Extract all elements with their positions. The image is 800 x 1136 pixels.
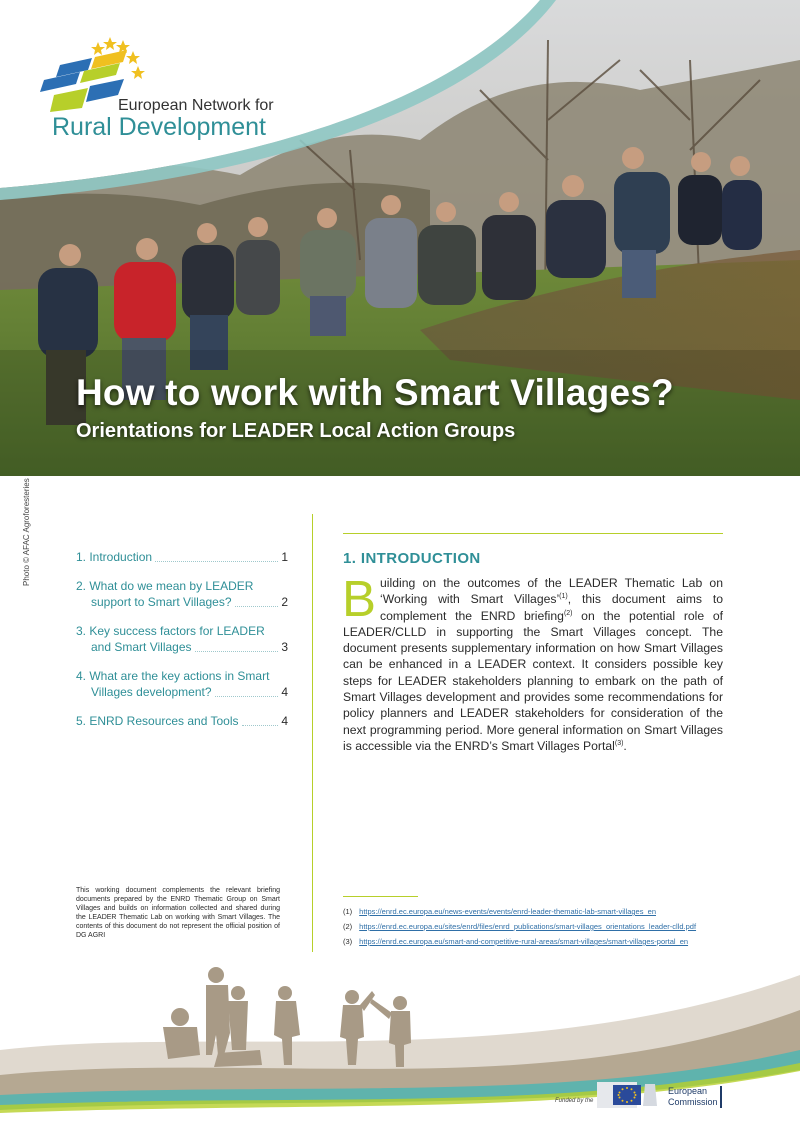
drop-cap: B [342,570,377,627]
photo-credit: Photo © AFAC Agroforesteries [22,478,31,586]
toc-leader-dots [242,725,279,726]
ec-logo-bar [720,1086,722,1108]
toc-leader-dots [195,651,279,652]
funded-by-label: Funded by the [555,1098,594,1104]
toc-label: 4. What are the key actions in Smart [76,669,270,683]
toc-leader-dots [155,561,278,562]
footnote-ref-1[interactable]: (1) [559,593,568,601]
toc-leader-dots [235,606,279,607]
toc-label-continued: support to Smart Villages? [91,595,232,609]
table-of-contents [76,549,288,742]
footnote-item: (3) https://enrd.ec.europa.eu/smart-and-competitive-rural-areas/smart-villages/smart-villages-portal_en [343,937,689,946]
toc-page-number: 2 [281,595,288,609]
footnote-link[interactable]: https://enrd.ec.europa.eu/smart-and-competitive-rural-areas/smart-villages/smart-villages-portal_en [359,937,689,946]
footnote-link[interactable]: https://enrd.ec.europa.eu/news-events/events/enrd-leader-thematic-lab-smart-villages_en [359,907,656,916]
column-divider [312,514,313,952]
toc-item-key-success-factors[interactable] [76,623,288,655]
toc-page-number: 4 [281,685,288,699]
logo-line-2: Rural Development [52,113,266,141]
footnote-rule [343,896,418,897]
footnote-item: (2) https://enrd.ec.europa.eu/sites/enrd/files/enrd_publications/smart-villages_orientations_leader-clld.pdf [343,922,697,931]
footnote-ref-3[interactable]: (3) [614,739,624,747]
toc-label-continued: Villages development? [91,685,212,699]
toc-item-key-actions[interactable] [76,668,288,700]
disclaimer-text: This working document complements the relevant briefing documents prepared by the ENRD Thematic Group on Smart Villages and builds on information collected and shared during the LEADER Thematic Lab on working with Smart Villages. The contents of this document do not represent the official position of DG AGRI [76,887,280,939]
toc-page-number: 1 [281,550,288,564]
eu-flag-icon [597,1082,663,1108]
european-commission-logo: European Commission [668,1086,718,1107]
toc-leader-dots [215,696,279,697]
cover-photo [0,0,800,476]
toc-label: 2. What do we mean by LEADER [76,579,254,593]
toc-label: 1. Introduction [76,550,153,564]
toc-label: 3. Key success factors for LEADER [76,624,265,638]
logo-line-1: European Network for [118,97,274,114]
toc-item-introduction[interactable] [76,549,288,565]
page-subtitle: Orientations for LEADER Local Action Groups [76,420,516,442]
toc-item-leader-support[interactable] [76,578,288,610]
footnotes [343,904,743,949]
toc-label: 5. ENRD Resources and Tools [76,714,239,728]
toc-page-number: 4 [281,714,288,728]
footnote-item: (1) https://enrd.ec.europa.eu/news-events/events/enrd-leader-thematic-lab-smart-villages_en [343,907,656,916]
footnote-link[interactable]: https://enrd.ec.europa.eu/sites/enrd/files/enrd_publications/smart-villages_orientations_leader-clld.pdf [359,922,697,931]
section-heading: 1. INTRODUCTION [343,550,481,567]
page-title: How to work with Smart Villages? [76,372,674,413]
footnote-ref-2[interactable]: (2) [563,609,573,617]
section-rule [343,533,723,534]
toc-page-number: 3 [281,640,288,654]
intro-paragraph: Building on the outcomes of the LEADER Thematic Lab on ‘Working with Smart Villages’$^{(1)}$, this document aims to complement the ENRD briefing$^{(2)}$ on the potential role of LEADER/CLLD in supporting the Smart Villages concept. The document presents supplementary information on how Smart Villages can be enhanced in a LEADER context. It considers possible key steps for LEADER stakeholders planning to embark on the path of Smart Villages development and provides some recommendations for policy planners and LEADER stakeholders for consideration of the next programming period. More general information on Smart Villages is accessible via the ENRD’s Smart Villages Portal$^{(3)}$. [342,570,723,753]
toc-label-continued: and Smart Villages [91,640,192,654]
toc-item-enrd-resources[interactable] [76,713,288,729]
